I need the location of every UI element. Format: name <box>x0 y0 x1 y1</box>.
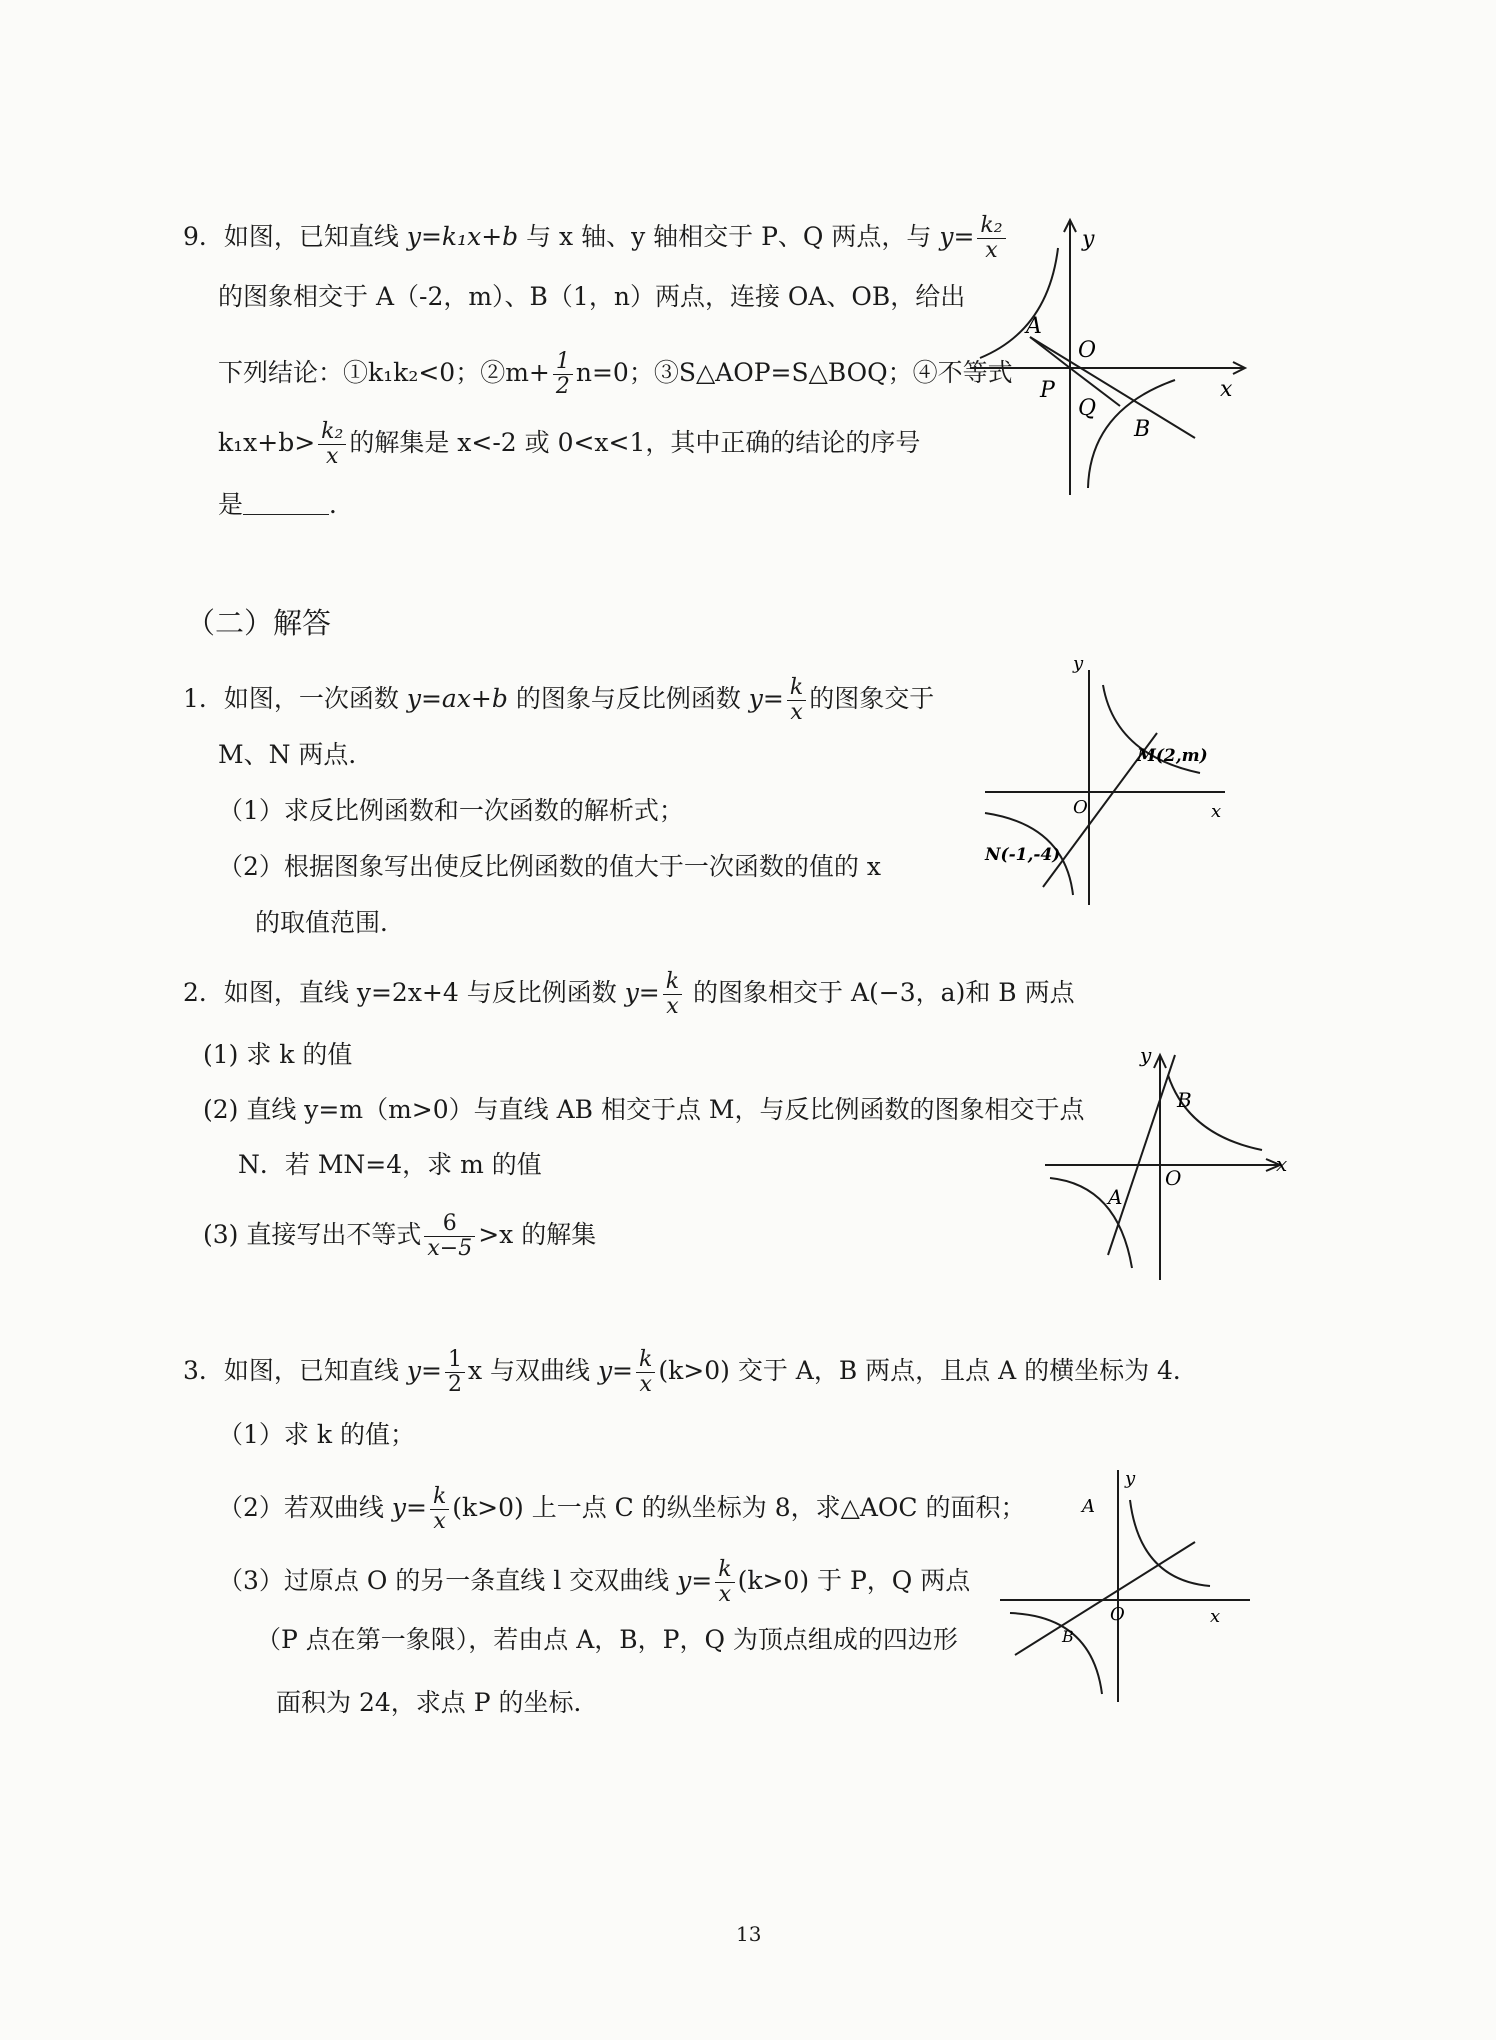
q9-line-2: 的图象相交于 A（-2，m）、B（1，n）两点，连接 OA、OB，给出 <box>218 282 966 311</box>
s1-part-1: （1）求反比例函数和一次函数的解析式； <box>218 796 684 825</box>
s2-figure <box>1040 1040 1290 1290</box>
s1-line-1: 1．如图，一次函数 y=ax+b 的图象与反比例函数 y= $\frac{k}{x}$ 的图象交于 <box>183 675 935 725</box>
s3-fig-y-label: y <box>1125 1468 1136 1489</box>
s3-part-1: （1）求 k 的值； <box>218 1420 415 1449</box>
s1-fig-origin-label: O <box>1073 797 1088 818</box>
s2-number: 2． <box>183 978 224 1007</box>
s2-part-3: (3) 直接写出不等式 $\frac{6}{x-5}$ >x 的解集 <box>203 1211 597 1261</box>
s3-fraction-k-over-x-3: $\frac{k}{x}$ <box>715 1558 734 1607</box>
s3-fig-x-label: x <box>1210 1606 1221 1627</box>
s3-part-3-cont: （P 点在第一象限），若由点 A，B，P，Q 为顶点组成的四边形 <box>256 1625 958 1654</box>
q9-line-3: 下列结论：①k₁k₂<0；②m+ $\frac{1}{2}$ n=0；③S△AOP=S△BOQ；④不等式 <box>218 349 1013 399</box>
s2-fig-x-label: x <box>1276 1152 1288 1176</box>
q9-fig-x-label: x <box>1220 377 1233 402</box>
page-number: 13 <box>736 1922 762 1946</box>
q9-fig-point-a-label: A <box>1026 314 1042 339</box>
q9-fig-point-q-label: Q <box>1078 396 1097 421</box>
s2-fraction-6-over-x-minus-5: $\frac{6}{x-5}$ <box>424 1212 475 1261</box>
s3-fraction-k-over-x-2: $\frac{k}{x}$ <box>430 1485 449 1534</box>
s1-part-2: （2）根据图象写出使反比例函数的值大于一次函数的值的 x <box>218 852 881 881</box>
s1-number: 1． <box>183 684 224 713</box>
q9-line-1: 9．如图，已知直线 y=k₁x+b 与 x 轴、y 轴相交于 P、Q 两点，与 y= $\frac{\text{k₂}}{x}$ <box>183 214 1009 263</box>
s2-fraction-k-over-x: $\frac{k}{x}$ <box>663 970 682 1019</box>
s2-part-1: (1) 求 k 的值 <box>203 1040 353 1069</box>
s1-part-2-cont: 的取值范围． <box>255 908 406 937</box>
q9-line-4: k₁x+b> $\frac{\text{k₂}}{x}$ 的解集是 x<-2 或 0<x<1，其中正确的结论的序号 <box>218 419 921 469</box>
s3-part-3-cont-2: 面积为 24，求点 P 的坐标． <box>276 1688 599 1717</box>
s3-part-3: （3）过原点 O 的另一条直线 l 交双曲线 y= $\frac{k}{x}$ (k>0) 于 P，Q 两点 <box>218 1557 971 1607</box>
s3-fig-point-a-label: A <box>1082 1496 1095 1517</box>
s3-fraction-half: $\frac{1}{2}$ <box>445 1348 465 1397</box>
s3-fig-origin-label: O <box>1110 1604 1125 1625</box>
s3-fig-point-b-label: B <box>1062 1627 1074 1646</box>
s3-line-1: 3．如图，已知直线 y= $\frac{1}{2}$ x 与双曲线 y= $\frac{k}{x}$ (k>0) 交于 A，B 两点，且点 A 的横坐标为 4． <box>183 1347 1198 1397</box>
q9-fig-point-b-label: B <box>1134 417 1151 442</box>
s1-fig-point-n-label: N(-1,-4) <box>985 845 1061 865</box>
s2-fig-point-b-label: B <box>1177 1088 1192 1112</box>
q9-fig-point-p-label: P <box>1040 378 1055 403</box>
q9-number: 9． <box>183 222 224 251</box>
s3-fraction-k-over-x: $\frac{k}{x}$ <box>636 1348 655 1397</box>
s1-fig-point-m-label: M(2,m) <box>1137 746 1208 766</box>
s1-line-2: M、N 两点． <box>218 740 374 769</box>
s1-fig-y-label: y <box>1073 653 1084 674</box>
q9-figure <box>970 210 1260 500</box>
s2-fig-point-a-label: A <box>1108 1185 1123 1209</box>
q9-fraction-k2-over-x: $\frac{\text{k₂}}{x}$ <box>977 214 1005 263</box>
s3-figure <box>1000 1470 1260 1710</box>
s1-figure <box>985 655 1235 915</box>
s3-number: 3． <box>183 1356 224 1385</box>
answer-blank <box>243 492 329 515</box>
q9-line-5: 是 ． <box>218 490 355 519</box>
s1-fig-x-label: x <box>1211 801 1222 822</box>
q9-fig-origin-label: O <box>1078 338 1097 363</box>
s2-part-2-cont: N．若 MN=4，求 m 的值 <box>238 1150 542 1179</box>
section-title: （二）解答 <box>186 606 332 640</box>
s2-part-2: (2) 直线 y=m（m>0）与直线 AB 相交于点 M，与反比例函数的图象相交于点 <box>203 1095 1085 1124</box>
s2-fig-y-label: y <box>1140 1043 1152 1067</box>
s2-fig-origin-label: O <box>1165 1166 1182 1190</box>
s3-part-2: （2）若双曲线 y= $\frac{k}{x}$ (k>0) 上一点 C 的纵坐标为 8，求△AOC 的面积； <box>218 1484 1026 1534</box>
q9-fraction-half: $\frac{1}{2}$ <box>553 350 573 399</box>
s1-fraction-k-over-x: $\frac{k}{x}$ <box>787 676 806 725</box>
q9-fraction-k2-over-x-2: $\frac{\text{k₂}}{x}$ <box>318 420 346 469</box>
s2-line-1: 2．如图，直线 y=2x+4 与反比例函数 y= $\frac{k}{x}$ 的图象相交于 A(−3，a)和 B 两点 <box>183 969 1075 1019</box>
q9-fig-y-label: y <box>1082 227 1095 252</box>
